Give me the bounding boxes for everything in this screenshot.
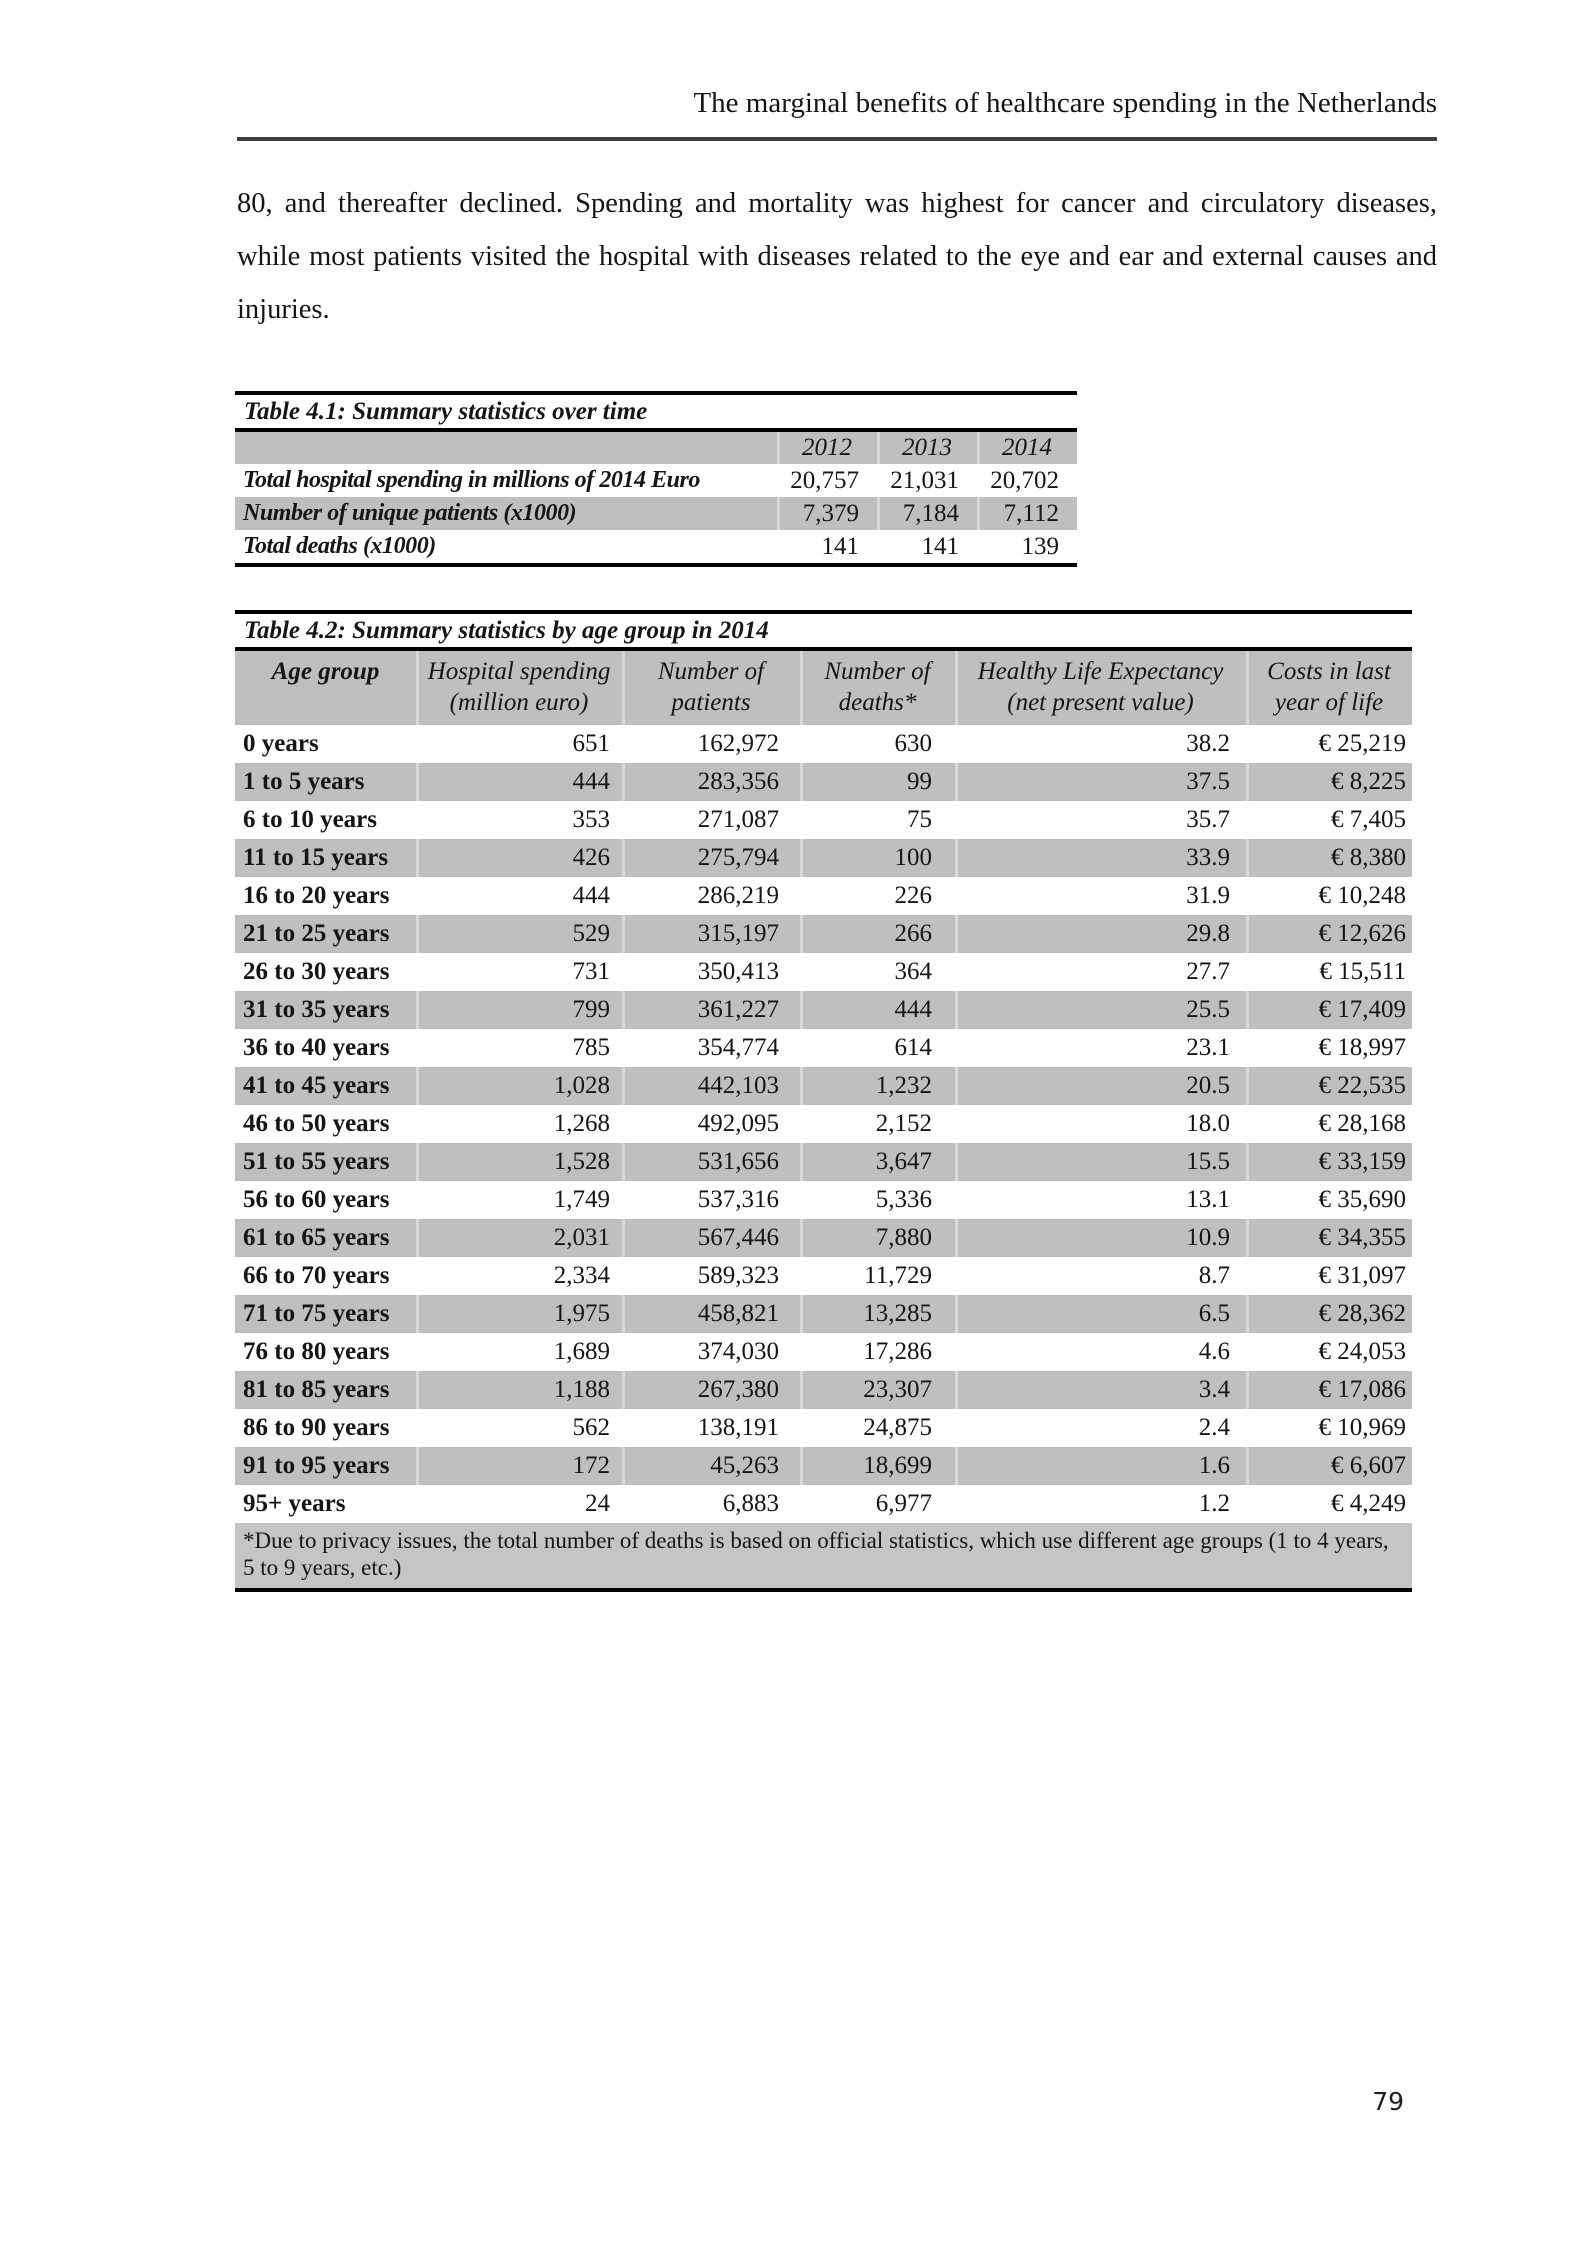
- table-cell: € 17,409: [1246, 991, 1412, 1029]
- column-header-year: 2013: [877, 432, 977, 464]
- table-cell: 3.4: [955, 1371, 1246, 1409]
- table-4-1-title: Table 4.1: Summary statistics over time: [235, 395, 1077, 432]
- row-label: 71 to 75 years: [243, 1300, 390, 1327]
- column-header: Healthy Life Expectancy (net present value): [955, 651, 1246, 725]
- table-cell: € 31,097: [1318, 1262, 1406, 1289]
- table-4-2: [235, 610, 1412, 1592]
- table-4-1-header-row: [235, 432, 1077, 464]
- row-label: 41 to 45 years: [243, 1072, 390, 1099]
- row-label: 11 to 15 years: [243, 844, 389, 871]
- table-cell: 6,977: [875, 1490, 932, 1517]
- table-cell: 6.5: [955, 1295, 1246, 1333]
- table-4-1-header: [235, 432, 1077, 464]
- table-cell: € 33,159: [1246, 1143, 1412, 1181]
- table-row: [235, 1409, 1412, 1447]
- table-cell: 567,446: [622, 1219, 800, 1257]
- table-cell: 31.9: [1186, 882, 1230, 909]
- table-cell: 731: [572, 958, 610, 985]
- table-cell: 35.7: [1186, 806, 1230, 833]
- table-cell: 275,794: [622, 839, 800, 877]
- table-cell: 1,188: [416, 1371, 622, 1409]
- table-cell: € 34,355: [1246, 1219, 1412, 1257]
- table-row: [235, 953, 1412, 991]
- table-4-2-header-row: [235, 651, 1412, 725]
- column-header: Hospital spending (million euro): [416, 651, 622, 725]
- table-row: [235, 991, 1412, 1029]
- table-cell: € 10,248: [1318, 882, 1406, 909]
- row-label: 66 to 70 years: [243, 1262, 390, 1289]
- table-cell: € 4,249: [1331, 1490, 1406, 1517]
- table-row: [235, 1257, 1412, 1295]
- table-cell: 2,031: [416, 1219, 622, 1257]
- table-cell: 283,356: [622, 763, 800, 801]
- row-label: 95+ years: [243, 1490, 346, 1517]
- column-header: Age group: [271, 658, 380, 685]
- page-number: 79: [1372, 2087, 1404, 2116]
- table-cell: 45,263: [622, 1447, 800, 1485]
- table-cell: 350,413: [697, 958, 779, 985]
- row-label: 6 to 10 years: [243, 806, 377, 833]
- table-cell: 7,880: [800, 1219, 955, 1257]
- body-paragraph: 80, and thereafter declined. Spending and mortality was highest for cancer and circulatory diseases, while most patients visited the hospital with diseases related to the eye and ear and external causes and injuries.: [237, 188, 1437, 325]
- column-header: Costs in last year of life: [1246, 651, 1412, 725]
- table-row: [235, 877, 1412, 915]
- row-label: 81 to 85 years: [243, 1376, 390, 1403]
- table-cell: 271,087: [697, 806, 779, 833]
- table-cell: 11,729: [864, 1262, 932, 1289]
- table-cell: € 7,405: [1331, 806, 1406, 833]
- table-cell: 1,528: [416, 1143, 622, 1181]
- table-cell: 21,031: [890, 467, 959, 494]
- table-cell: 529: [416, 915, 622, 953]
- table-cell: € 28,362: [1246, 1295, 1412, 1333]
- table-row: [235, 530, 1077, 563]
- table-cell: 20,702: [990, 467, 1059, 494]
- table-cell: € 10,969: [1318, 1414, 1406, 1441]
- row-label: 1 to 5 years: [243, 768, 365, 795]
- column-header-year: 2014: [977, 432, 1077, 464]
- table-cell: 1,028: [416, 1067, 622, 1105]
- table-cell: 651: [572, 730, 610, 757]
- table-cell: 24,875: [863, 1414, 932, 1441]
- table-cell: 8.7: [1198, 1262, 1230, 1289]
- table-cell: 37.5: [955, 763, 1246, 801]
- table-row: [235, 801, 1412, 839]
- row-label: 0 years: [243, 730, 319, 757]
- table-cell: 75: [907, 806, 932, 833]
- column-header-blank: [235, 432, 777, 464]
- row-label: Number of unique patients (x1000): [243, 500, 577, 526]
- table-cell: 1,232: [800, 1067, 955, 1105]
- table-cell: 138,191: [697, 1414, 779, 1441]
- table-cell: 33.9: [955, 839, 1246, 877]
- table-cell: 614: [894, 1034, 932, 1061]
- column-header: Number of patients: [622, 651, 800, 725]
- table-row: [235, 763, 1412, 801]
- table-cell: 7,184: [877, 497, 977, 530]
- table-cell: 2.4: [1198, 1414, 1230, 1441]
- table-4-1-body: [235, 464, 1077, 563]
- table-cell: 266: [800, 915, 955, 953]
- table-cell: 444: [800, 991, 955, 1029]
- table-row: [235, 1067, 1412, 1105]
- table-cell: 1.2: [1198, 1490, 1230, 1517]
- table-cell: € 18,997: [1318, 1034, 1406, 1061]
- table-4-2-grid: [235, 651, 1412, 1592]
- table-cell: 172: [416, 1447, 622, 1485]
- table-row: [235, 839, 1412, 877]
- table-cell: 25.5: [955, 991, 1246, 1029]
- row-label: 56 to 60 years: [243, 1186, 390, 1213]
- table-cell: 18.0: [1186, 1110, 1230, 1137]
- table-4-1-grid: [235, 432, 1077, 567]
- row-label: 36 to 40 years: [243, 1034, 390, 1061]
- table-cell: 444: [416, 763, 622, 801]
- table-4-2-footer: [235, 1523, 1412, 1588]
- table-cell: € 8,380: [1246, 839, 1412, 877]
- table-cell: 4.6: [1198, 1338, 1230, 1365]
- table-cell: 7,379: [777, 497, 877, 530]
- row-label: 26 to 30 years: [243, 958, 390, 985]
- table-cell: 99: [800, 763, 955, 801]
- table-cell: 374,030: [697, 1338, 779, 1365]
- table-4-1: [235, 391, 1077, 567]
- table-row: [235, 1295, 1412, 1333]
- table-cell: € 25,219: [1318, 730, 1406, 757]
- table-cell: 267,380: [622, 1371, 800, 1409]
- table-cell: 442,103: [622, 1067, 800, 1105]
- table-cell: 29.8: [955, 915, 1246, 953]
- table-cell: 426: [416, 839, 622, 877]
- table-cell: 1,749: [553, 1186, 610, 1213]
- row-label: 21 to 25 years: [243, 920, 390, 947]
- table-cell: 17,286: [863, 1338, 932, 1365]
- table-cell: € 35,690: [1318, 1186, 1406, 1213]
- table-row: [235, 1371, 1412, 1409]
- table-cell: 6,883: [722, 1490, 779, 1517]
- row-label: 16 to 20 years: [243, 882, 390, 909]
- table-row: [235, 1219, 1412, 1257]
- table-cell: 315,197: [622, 915, 800, 953]
- table-cell: 162,972: [697, 730, 779, 757]
- table-cell: 141: [921, 533, 959, 560]
- table-cell: 5,336: [875, 1186, 932, 1213]
- table-cell: 364: [894, 958, 932, 985]
- table-cell: € 8,225: [1246, 763, 1412, 801]
- table-cell: 139: [1021, 533, 1059, 560]
- table-cell: 458,821: [622, 1295, 800, 1333]
- table-cell: 10.9: [955, 1219, 1246, 1257]
- column-header-year: 2012: [777, 432, 877, 464]
- row-label: 31 to 35 years: [243, 996, 390, 1023]
- table-cell: 537,316: [697, 1186, 779, 1213]
- table-cell: € 6,607: [1246, 1447, 1412, 1485]
- table-cell: 38.2: [1186, 730, 1230, 757]
- table-row: [235, 1181, 1412, 1219]
- row-label: 76 to 80 years: [243, 1338, 390, 1365]
- row-label: 46 to 50 years: [243, 1110, 390, 1137]
- table-cell: 141: [821, 533, 859, 560]
- table-cell: € 12,626: [1246, 915, 1412, 953]
- table-cell: 799: [416, 991, 622, 1029]
- table-footnote: *Due to privacy issues, the total number of deaths is based on official statistics, which use different age groups (1 to 4 years, 5 to 9 years, etc.): [235, 1523, 1412, 1588]
- row-label: 61 to 65 years: [243, 1224, 390, 1251]
- table-cell: € 22,535: [1246, 1067, 1412, 1105]
- table-cell: 3,647: [800, 1143, 955, 1181]
- table-cell: € 28,168: [1318, 1110, 1406, 1137]
- row-label: Total hospital spending in millions of 2014 Euro: [243, 467, 700, 493]
- table-cell: 2,152: [875, 1110, 932, 1137]
- table-cell: 24: [585, 1490, 610, 1517]
- row-label: 91 to 95 years: [243, 1452, 390, 1479]
- table-row: [235, 1447, 1412, 1485]
- table-row: [235, 1105, 1412, 1143]
- table-cell: 353: [572, 806, 610, 833]
- table-row: [235, 1143, 1412, 1181]
- table-cell: 562: [572, 1414, 610, 1441]
- table-cell: 18,699: [800, 1447, 955, 1485]
- table-cell: 1,268: [553, 1110, 610, 1137]
- table-row: [235, 497, 1077, 530]
- table-cell: 20,757: [790, 467, 859, 494]
- table-cell: 100: [800, 839, 955, 877]
- table-cell: 13,285: [800, 1295, 955, 1333]
- table-cell: 1,975: [416, 1295, 622, 1333]
- table-row: [235, 915, 1412, 953]
- row-label: 51 to 55 years: [243, 1148, 390, 1175]
- table-cell: 361,227: [622, 991, 800, 1029]
- table-cell: 354,774: [697, 1034, 779, 1061]
- page-header: [237, 86, 1437, 141]
- footnote-row: [235, 1523, 1412, 1588]
- table-cell: 531,656: [622, 1143, 800, 1181]
- table-cell: 226: [894, 882, 932, 909]
- table-cell: 785: [572, 1034, 610, 1061]
- table-row: [235, 1485, 1412, 1523]
- table-cell: 589,323: [697, 1262, 779, 1289]
- table-row: [235, 1029, 1412, 1067]
- table-4-2-title: Table 4.2: Summary statistics by age group in 2014: [235, 614, 1412, 651]
- table-row: [235, 725, 1412, 763]
- row-label: Total deaths (x1000): [243, 533, 436, 559]
- table-cell: 492,095: [697, 1110, 779, 1137]
- table-cell: € 15,511: [1319, 958, 1406, 985]
- table-row: [235, 1333, 1412, 1371]
- table-cell: 23,307: [800, 1371, 955, 1409]
- table-4-2-header: [235, 651, 1412, 725]
- table-cell: 13.1: [1186, 1186, 1230, 1213]
- table-cell: 1.6: [955, 1447, 1246, 1485]
- table-cell: € 17,086: [1246, 1371, 1412, 1409]
- table-cell: 1,689: [553, 1338, 610, 1365]
- table-cell: 20.5: [955, 1067, 1246, 1105]
- row-label: 86 to 90 years: [243, 1414, 390, 1441]
- table-cell: 23.1: [1186, 1034, 1230, 1061]
- running-title: The marginal benefits of healthcare spending in the Netherlands: [693, 87, 1437, 119]
- table-cell: € 24,053: [1318, 1338, 1406, 1365]
- table-cell: 444: [572, 882, 610, 909]
- table-cell: 2,334: [553, 1262, 610, 1289]
- table-cell: 286,219: [697, 882, 779, 909]
- column-header: Number of deaths*: [800, 651, 955, 725]
- table-row: [235, 464, 1077, 497]
- table-cell: 15.5: [955, 1143, 1246, 1181]
- table-cell: 27.7: [1186, 958, 1230, 985]
- table-cell: 630: [894, 730, 932, 757]
- table-cell: 7,112: [977, 497, 1077, 530]
- table-4-2-body: [235, 725, 1412, 1523]
